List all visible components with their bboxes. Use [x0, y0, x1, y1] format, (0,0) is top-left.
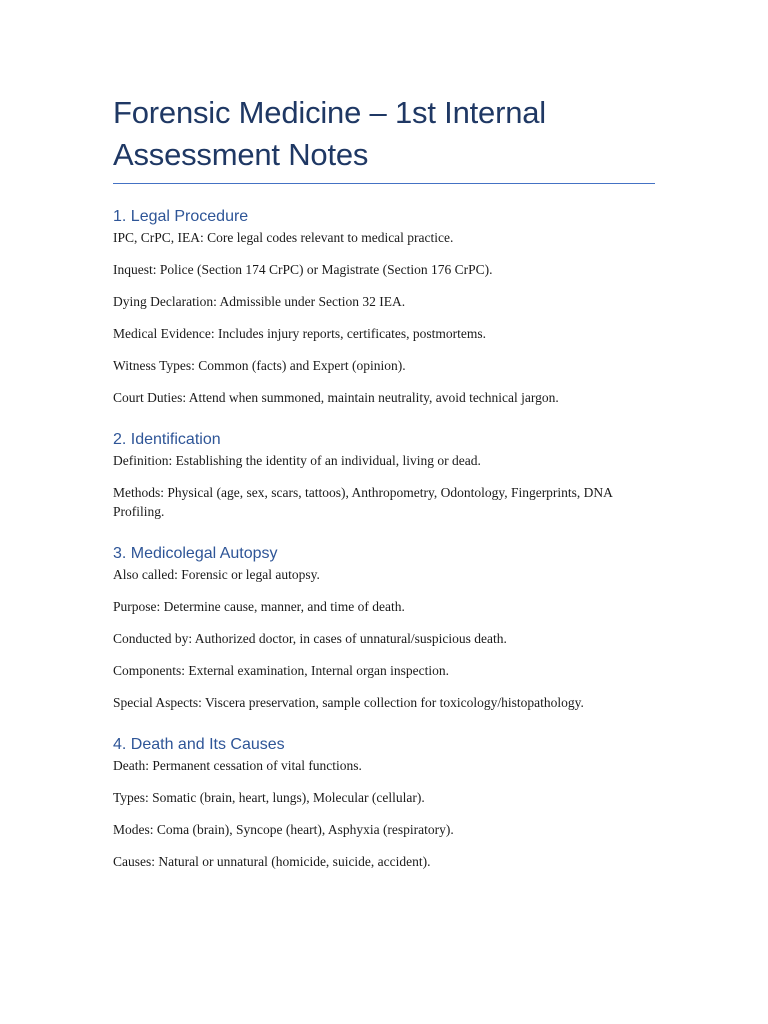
- paragraph: Definition: Establishing the identity of an individual, living or dead.: [113, 453, 481, 468]
- paragraph: IPC, CrPC, IEA: Core legal codes relevant to medical practice.: [113, 230, 454, 245]
- paragraph: Court Duties: Attend when summoned, maintain neutrality, avoid technical jargon.: [113, 390, 559, 405]
- paragraph: Types: Somatic (brain, heart, lungs), Molecular (cellular).: [113, 790, 425, 805]
- paragraph: Modes: Coma (brain), Syncope (heart), Asphyxia (respiratory).: [113, 822, 454, 837]
- section-heading: 1. Legal Procedure: [113, 208, 249, 225]
- paragraph: Inquest: Police (Section 174 CrPC) or Magistrate (Section 176 CrPC).: [113, 262, 493, 277]
- section-heading: 3. Medicolegal Autopsy: [113, 545, 278, 562]
- paragraph: Dying Declaration: Admissible under Section 32 IEA.: [113, 294, 406, 309]
- paragraph: Causes: Natural or unnatural (homicide, suicide, accident).: [113, 854, 431, 869]
- paragraph: Witness Types: Common (facts) and Expert (opinion).: [113, 358, 406, 373]
- section-heading: 2. Identification: [113, 431, 221, 448]
- title-underline-rule: [113, 183, 655, 184]
- section-identification: [113, 430, 655, 521]
- section-death-and-its-causes: [113, 735, 655, 871]
- section-heading: 4. Death and Its Causes: [113, 736, 285, 753]
- document-title: Forensic Medicine – 1st Internal Assessment Notes: [113, 95, 546, 172]
- paragraph: Special Aspects: Viscera preservation, sample collection for toxicology/histopathology.: [113, 695, 584, 710]
- paragraph: Conducted by: Authorized doctor, in cases of unnatural/suspicious death.: [113, 631, 507, 646]
- paragraph: Methods: Physical (age, sex, scars, tattoos), Anthropometry, Odontology, Fingerprints, DNA Profiling.: [113, 485, 613, 519]
- paragraph: Also called: Forensic or legal autopsy.: [113, 567, 320, 582]
- paragraph: Medical Evidence: Includes injury reports, certificates, postmortems.: [113, 326, 487, 341]
- section-medicolegal-autopsy: [113, 544, 655, 712]
- paragraph: Death: Permanent cessation of vital functions.: [113, 758, 362, 773]
- paragraph: Purpose: Determine cause, manner, and time of death.: [113, 599, 405, 614]
- paragraph: Components: External examination, Internal organ inspection.: [113, 663, 450, 678]
- section-legal-procedure: [113, 207, 655, 407]
